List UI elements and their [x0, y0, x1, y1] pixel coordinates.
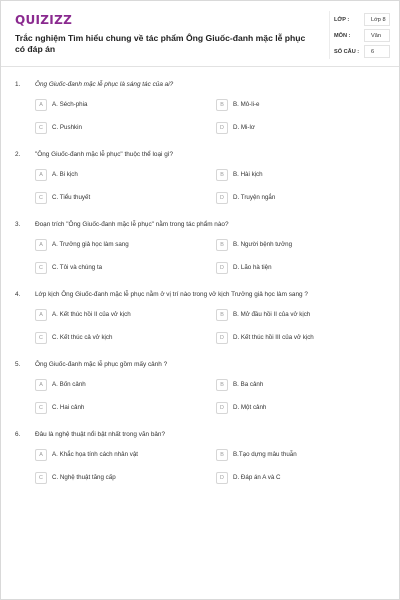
- quizizz-logo: QUIZIZZ: [15, 13, 73, 27]
- option-d[interactable]: [216, 402, 366, 415]
- option-badge: C: [35, 402, 47, 414]
- option-badge: A: [35, 99, 47, 111]
- question-text: Lớp kịch Ông Giuốc-đanh mặc lễ phục nằm ở vị trí nào trong vở kịch Trưởng giả học làm sang ?: [35, 291, 308, 298]
- option-c[interactable]: [35, 262, 185, 275]
- question-6: [1, 417, 399, 487]
- option-b[interactable]: [216, 99, 366, 112]
- option-a[interactable]: [35, 379, 185, 392]
- meta-subject: [334, 29, 390, 43]
- option-text: C. Tiểu thuyết: [52, 194, 91, 201]
- meta-subject-label: MÔN :: [334, 33, 351, 39]
- option-b[interactable]: [216, 309, 366, 322]
- option-text: C. Hai cảnh: [52, 404, 85, 411]
- option-badge: A: [35, 239, 47, 251]
- option-a[interactable]: [35, 99, 185, 112]
- option-badge: C: [35, 332, 47, 344]
- option-text: A. Kết thúc hồi II của vở kịch: [52, 311, 131, 318]
- option-text: C. Nghệ thuật tăng cấp: [52, 474, 116, 481]
- option-badge: C: [35, 192, 47, 204]
- question-text: Đâu là nghệ thuật nổi bật nhất trong văn bản?: [35, 431, 166, 438]
- question-text: Ông Giuốc-đanh mặc lễ phục gồm mấy cảnh ?: [35, 361, 168, 368]
- option-badge: A: [35, 309, 47, 321]
- option-text: C. Pushkin: [52, 124, 82, 131]
- option-text: A. Bi kịch: [52, 171, 78, 178]
- option-b[interactable]: [216, 169, 366, 182]
- option-badge: B: [216, 99, 228, 111]
- option-badge: A: [35, 449, 47, 461]
- option-text: D. Đáp án A và C: [233, 474, 281, 481]
- question-number: 6.: [15, 431, 21, 438]
- meta-grade-label: LỚP :: [334, 17, 350, 23]
- option-d[interactable]: [216, 122, 366, 135]
- option-text: D. Truyện ngắn: [233, 194, 276, 201]
- option-c[interactable]: [35, 122, 185, 135]
- option-text: A. Trưởng giả học làm sang: [52, 241, 129, 248]
- question-number: 4.: [15, 291, 21, 298]
- option-text: D. Kết thúc hồi III của vở kịch: [233, 334, 314, 341]
- option-a[interactable]: [35, 169, 185, 182]
- option-d[interactable]: [216, 192, 366, 205]
- option-badge: D: [216, 402, 228, 414]
- question-number: 5.: [15, 361, 21, 368]
- worksheet-title: Trắc nghiệm Tìm hiểu chung về tác phẩm Ông Giuốc-đanh mặc lễ phục có đáp án: [15, 33, 306, 54]
- option-badge: D: [216, 262, 228, 274]
- option-a[interactable]: [35, 309, 185, 322]
- option-badge: B: [216, 379, 228, 391]
- option-a[interactable]: [35, 449, 185, 462]
- option-text: D. Một cảnh: [233, 404, 267, 411]
- question-5: [1, 347, 399, 417]
- option-badge: A: [35, 379, 47, 391]
- option-badge: D: [216, 192, 228, 204]
- option-badge: B: [216, 169, 228, 181]
- option-c[interactable]: [35, 192, 185, 205]
- worksheet-meta: [329, 11, 391, 59]
- question-number: 2.: [15, 151, 21, 158]
- worksheet-header: [1, 1, 399, 67]
- option-text: A. Khắc họa tính cách nhân vật: [52, 451, 138, 458]
- option-c[interactable]: [35, 472, 185, 485]
- option-text: A. Séch-phia: [52, 101, 88, 108]
- option-text: C. Tôi và chúng ta: [52, 264, 103, 271]
- option-badge: C: [35, 472, 47, 484]
- question-text: Đoạn trích "Ông Giuốc-đanh mặc lễ phục" nằm trong tác phẩm nào?: [35, 221, 229, 228]
- meta-count-label: SỐ CÂU :: [334, 49, 360, 55]
- question-number: 1.: [15, 81, 21, 88]
- option-text: B. Người bệnh tưởng: [233, 241, 293, 248]
- meta-grade: [334, 13, 390, 27]
- option-text: B. Mô-li-e: [233, 101, 260, 108]
- option-badge: C: [35, 262, 47, 274]
- option-text: C. Kết thúc cả vở kịch: [52, 334, 113, 341]
- option-badge: D: [216, 332, 228, 344]
- option-text: A. Bốn cảnh: [52, 381, 86, 388]
- question-text: "Ông Giuốc-đanh mặc lễ phục" thuộc thể loại gì?: [35, 151, 174, 158]
- meta-grade-value: Lớp 8: [364, 13, 390, 26]
- question-number: 3.: [15, 221, 21, 228]
- option-badge: B: [216, 239, 228, 251]
- option-badge: B: [216, 449, 228, 461]
- option-badge: A: [35, 169, 47, 181]
- option-text: D. Lão hà tiện: [233, 264, 272, 271]
- question-1: [1, 67, 399, 137]
- option-d[interactable]: [216, 332, 366, 345]
- option-b[interactable]: [216, 379, 366, 392]
- option-b[interactable]: [216, 449, 366, 462]
- option-badge: D: [216, 122, 228, 134]
- option-c[interactable]: [35, 402, 185, 415]
- option-a[interactable]: [35, 239, 185, 252]
- option-text: B. Ba cảnh: [233, 381, 264, 388]
- option-text: D. Mi-lơ: [233, 124, 255, 131]
- option-d[interactable]: [216, 262, 366, 275]
- question-text: Ông Giuốc-đanh mặc lễ phục là sáng tác của ai?: [35, 81, 174, 88]
- option-text: B. Hài kịch: [233, 171, 263, 178]
- question-2: [1, 137, 399, 207]
- option-badge: B: [216, 309, 228, 321]
- option-badge: C: [35, 122, 47, 134]
- option-text: B. Mở đầu hồi II của vở kịch: [233, 311, 311, 318]
- meta-subject-value: Văn: [364, 29, 390, 42]
- option-badge: D: [216, 472, 228, 484]
- meta-count-value: 6: [364, 45, 390, 58]
- question-4: [1, 277, 399, 347]
- option-b[interactable]: [216, 239, 366, 252]
- option-c[interactable]: [35, 332, 185, 345]
- question-3: [1, 207, 399, 277]
- option-d[interactable]: [216, 472, 366, 485]
- meta-count: [334, 45, 390, 59]
- option-text: B.Tạo dựng mâu thuẫn: [233, 451, 297, 458]
